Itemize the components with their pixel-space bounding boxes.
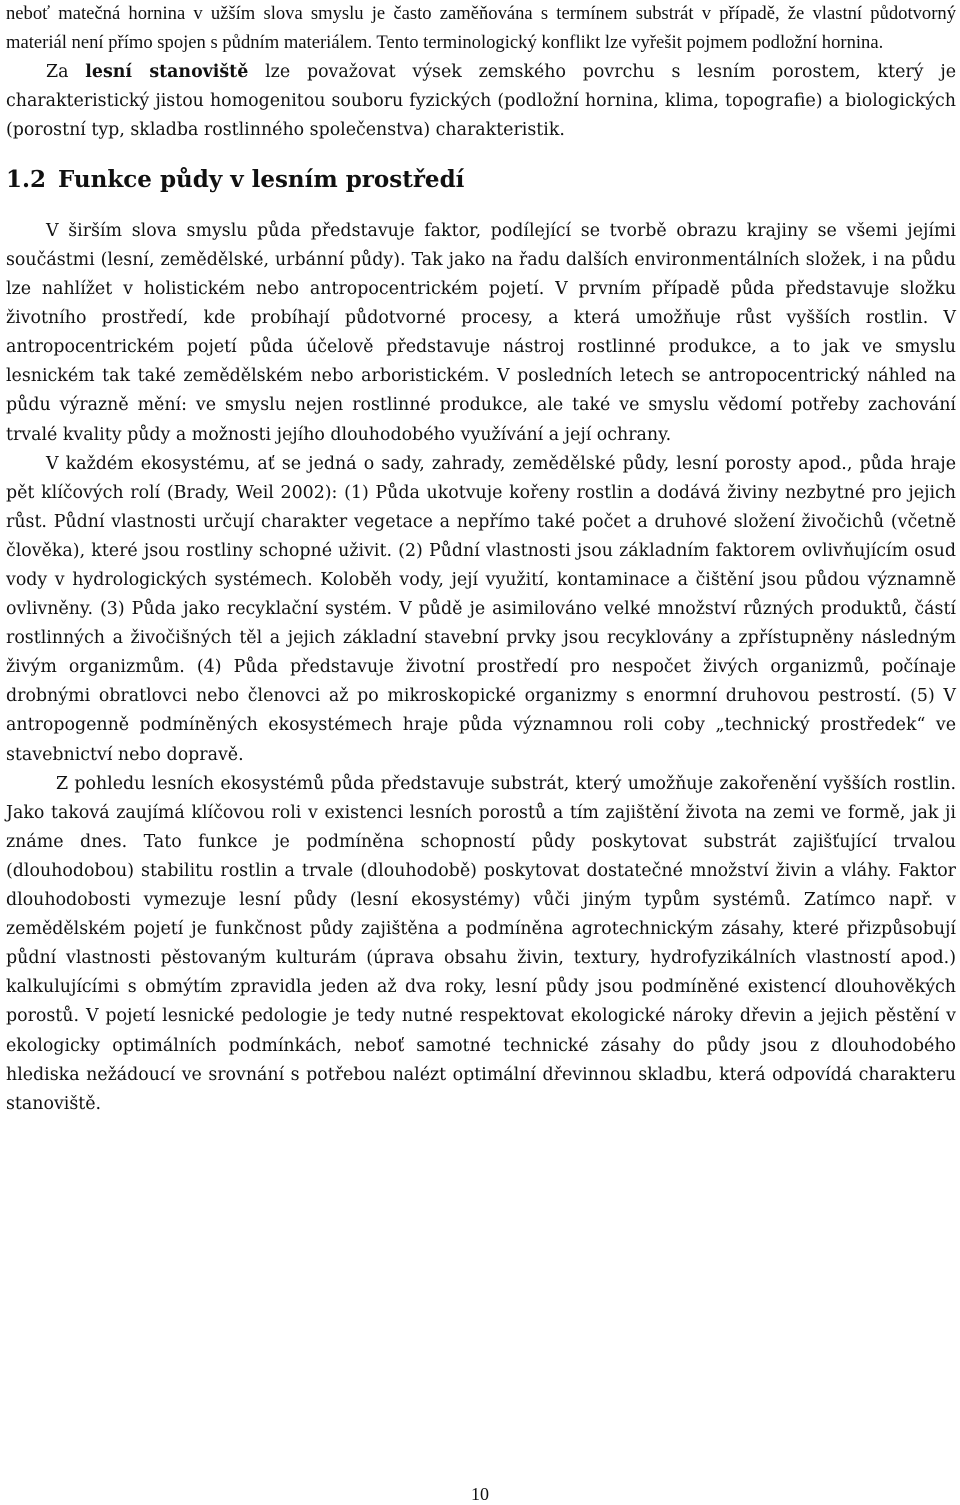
paragraph-soil-concept: V širším slova smyslu půda představuje faktor, podílející se tvorbě obrazu krajiny se všemi jejími součástmi (lesní, zemědělské, urbánní půdy). Tak jako na řadu dalších environmentálních složek, i na půdu lze nahlížet v holistickém nebo antropocentrickém pojetí. V prvním případě půda představuje složku životního prostředí, kde probíhají půdotvorné procesy, a která umožňuje růst vyšších rostlin. V antropocentrickém pojetí půda účelově představuje nástroj rostlinné produkce, a to jak ve smyslu lesnickém tak také zemědělském nebo arboristickém. V posledních letech se antropocentrický náhled na půdu výrazně mění: ve smyslu nejen rostlinné produkce, ale také ve smyslu vědomí potřeby zachování trvalé kvality půdy a možnosti jejího dlouhodobého využívání a její ochrany. [6,220,956,445]
page-number: 10 [471,1484,489,1504]
section-heading [6,165,956,195]
intro-paragraph: neboť matečná hornina v užším slova smyslu je často zaměňována s termínem substrát v případě, že vlastní půdotvorný materiál není přímo spojen s půdním materiálem. Tento terminologický konflikt lze vyřešit pojmem podložní hornina. [6,3,956,53]
forest-site-paragraph [6,58,956,145]
section-title: Funkce půdy v lesním prostředí [58,165,465,193]
paragraph-forest-ecosystems: Z pohledu lesních ekosystémů půda představuje substrát, který umožňuje zakořenění vyšších rostlin. Jako taková zaujímá klíčovou roli v existenci lesních porostů a tím zajištění života na zemi ve formě, jak ji známe dnes. Tato funkce je podmíněna schopností půdy poskytovat substrát zajišťující trvalou (dlouhodobou) stabilitu rostlin a trvale (dlouhodobě) poskytovat dostatečné množství živin a vláhy. Faktor dlouhodobosti vymezuje lesní půdy (lesní ekosystémy) vůči jiným typům systémů. Zatímco např. v zemědělském pojetí je funkčnost půdy zajištěna a podmíněna agrotechnickým zásahy, které přizpůsobují půdní vlastnosti pěstovaným kulturám (úprava obsahu živin, textury, hydrofyzikálních vlastností apod.) kalkulujícími s obmýtím zpravidla jeden až dva roky, lesní půdy jsou podmíněné existencí dlouhověkých porostů. V pojetí lesnické pedologie je tedy nutné respektovat ekologické nároky dřevin a jejich pěstění v ekologicky optimálních podmínkách, neboť samotné technické zásahy do půdy jsou z dlouhodobého hlediska nežádoucí ve srovnání s potřebou nalézt optimální dřevinnou skladbu, která odpovídá charakteru stanoviště. [6,773,956,1114]
forest-site-prefix: Za [46,61,86,82]
page-content [6,0,956,1119]
section-number: 1.2 [6,165,47,193]
forest-site-suffix: lze považovat výsek zemského povrchu s lesním porostem, který je charakteristický jistou homogenitou souboru fyzických (podložní hornina, klima, topografie) a biologických (porostní typ, skladba rostlinného společenstva) charakteristik. [6,61,957,140]
forest-site-term: lesní stanoviště [85,61,249,82]
paragraph-five-roles: V každém ekosystému, ať se jedná o sady, zahrady, zemědělské půdy, lesní porosty apod., půda hraje pět klíčových rolí (Brady, Weil 2002): (1) Půda ukotvuje kořeny rostlin a dodává živiny nezbytné pro jejich růst. Půdní vlastnosti určují charakter vegetace a nepřímo také počet a druhové složení živočichů (včetně člověka), které jsou rostliny schopné uživit. (2) Půdní vlastnosti jsou základním faktorem ovlivňujícím osud vody v hydrologických systémech. Koloběh vody, její využití, kontaminace a čištění jsou půdou významně ovlivněny. (3) Půda jako recyklační systém. V půdě je asimilováno velké množství různých produktů, částí rostlinných a živočišných těl a jejich základní stavební prvky jsou recyklovány a zpřístupněny následným živým organizmům. (4) Půda představuje životní prostředí pro nespočet živých organizmů, počínaje drobnými obratlovci nebo členovci až po mikroskopické organizmy s enormní druhovou pestrostí. (5) V antropogenně podmíněných ekosystémech hraje půda významnou roli coby „technický prostředek“ ve stavebnictví nebo dopravě. [6,453,956,765]
